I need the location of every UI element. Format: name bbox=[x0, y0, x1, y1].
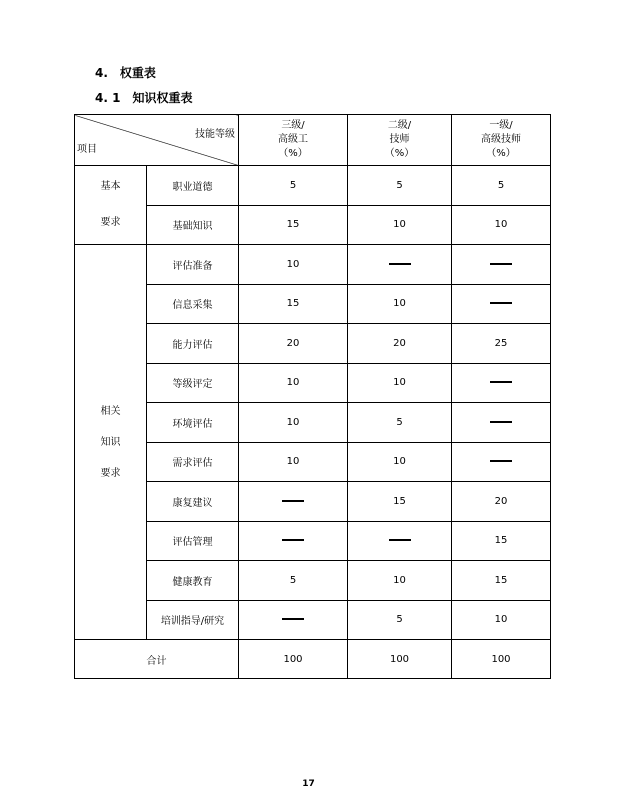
not-applicable-dash bbox=[282, 539, 304, 541]
weight-value-cell: 20 bbox=[348, 324, 452, 364]
weight-value-cell: 15 bbox=[239, 284, 348, 324]
item-name-cell: 评估准备 bbox=[147, 245, 239, 285]
item-name-cell: 基础知识 bbox=[147, 205, 239, 245]
weight-value-cell bbox=[452, 442, 551, 482]
item-name-cell: 康复建议 bbox=[147, 482, 239, 522]
subsection-number: 4. 1 bbox=[95, 91, 121, 105]
not-applicable-dash bbox=[490, 263, 512, 265]
total-label: 合计 bbox=[75, 640, 239, 679]
weight-value-cell: 15 bbox=[239, 205, 348, 245]
item-name-cell: 评估管理 bbox=[147, 521, 239, 561]
weight-value-cell: 5 bbox=[348, 403, 452, 443]
weight-value-cell bbox=[239, 482, 348, 522]
weight-value-cell: 10 bbox=[239, 245, 348, 285]
not-applicable-dash bbox=[282, 500, 304, 502]
item-name-cell: 职业道德 bbox=[147, 166, 239, 206]
table-row bbox=[75, 442, 551, 482]
item-name-cell: 能力评估 bbox=[147, 324, 239, 364]
section-heading bbox=[95, 64, 156, 81]
category-basic-requirements: 基本 要求 bbox=[75, 166, 147, 245]
weight-value-cell: 5 bbox=[452, 166, 551, 206]
table-header-row bbox=[75, 115, 551, 166]
weight-value-cell bbox=[452, 403, 551, 443]
section-title: 权重表 bbox=[119, 66, 156, 80]
corner-label-skill-level: 技能等级 bbox=[195, 129, 235, 140]
total-value-cell: 100 bbox=[452, 640, 551, 679]
weight-value-cell: 25 bbox=[452, 324, 551, 364]
total-value-cell: 100 bbox=[239, 640, 348, 679]
weight-value-cell bbox=[348, 521, 452, 561]
section-number: 4. bbox=[95, 66, 108, 80]
table-row bbox=[75, 324, 551, 364]
total-value-cell: 100 bbox=[348, 640, 452, 679]
total-row bbox=[75, 640, 551, 679]
weight-value-cell: 10 bbox=[239, 403, 348, 443]
table-row bbox=[75, 166, 551, 206]
table-row bbox=[75, 561, 551, 601]
not-applicable-dash bbox=[490, 381, 512, 383]
not-applicable-dash bbox=[389, 539, 411, 541]
weight-value-cell bbox=[239, 521, 348, 561]
item-name-cell: 需求评估 bbox=[147, 442, 239, 482]
page-number: 17 bbox=[302, 779, 315, 789]
weight-value-cell: 10 bbox=[239, 442, 348, 482]
weight-value-cell bbox=[452, 284, 551, 324]
subsection-heading bbox=[95, 89, 192, 106]
item-name-cell: 健康教育 bbox=[147, 561, 239, 601]
weight-value-cell: 5 bbox=[239, 166, 348, 206]
weight-value-cell: 5 bbox=[239, 561, 348, 601]
category-related-knowledge: 相关 知识 要求 bbox=[75, 245, 147, 640]
level-header-2: 二级/ 技师 （%） bbox=[348, 115, 452, 166]
level-header-3: 三级/ 高级工 （%） bbox=[239, 115, 348, 166]
subsection-title: 知识权重表 bbox=[132, 91, 193, 105]
weight-value-cell: 5 bbox=[348, 600, 452, 640]
weight-value-cell: 5 bbox=[348, 166, 452, 206]
item-name-cell: 培训指导/研究 bbox=[147, 600, 239, 640]
weight-value-cell: 20 bbox=[452, 482, 551, 522]
weight-value-cell: 10 bbox=[452, 205, 551, 245]
table-row bbox=[75, 482, 551, 522]
weight-value-cell: 10 bbox=[348, 284, 452, 324]
weight-value-cell: 10 bbox=[239, 363, 348, 403]
not-applicable-dash bbox=[490, 460, 512, 462]
table-corner-cell bbox=[75, 115, 239, 166]
weight-value-cell: 15 bbox=[452, 561, 551, 601]
weight-value-cell: 10 bbox=[348, 442, 452, 482]
item-name-cell: 等级评定 bbox=[147, 363, 239, 403]
not-applicable-dash bbox=[490, 421, 512, 423]
weight-value-cell: 10 bbox=[348, 363, 452, 403]
weight-value-cell bbox=[452, 245, 551, 285]
not-applicable-dash bbox=[282, 618, 304, 620]
level-header-1: 一级/ 高级技师 （%） bbox=[452, 115, 551, 166]
weight-value-cell bbox=[239, 600, 348, 640]
table-row bbox=[75, 245, 551, 285]
table-row bbox=[75, 403, 551, 443]
not-applicable-dash bbox=[389, 263, 411, 265]
weight-value-cell: 10 bbox=[348, 205, 452, 245]
weight-value-cell: 20 bbox=[239, 324, 348, 364]
table-row bbox=[75, 600, 551, 640]
not-applicable-dash bbox=[490, 302, 512, 304]
knowledge-weight-table bbox=[74, 114, 551, 679]
table-row bbox=[75, 284, 551, 324]
weight-value-cell bbox=[348, 245, 452, 285]
weight-value-cell: 10 bbox=[348, 561, 452, 601]
table-row bbox=[75, 363, 551, 403]
table-row bbox=[75, 205, 551, 245]
item-name-cell: 信息采集 bbox=[147, 284, 239, 324]
weight-value-cell bbox=[452, 363, 551, 403]
weight-value-cell: 15 bbox=[452, 521, 551, 561]
table-row bbox=[75, 521, 551, 561]
corner-label-item: 项目 bbox=[77, 144, 97, 155]
weight-value-cell: 15 bbox=[348, 482, 452, 522]
weight-value-cell: 10 bbox=[452, 600, 551, 640]
item-name-cell: 环境评估 bbox=[147, 403, 239, 443]
